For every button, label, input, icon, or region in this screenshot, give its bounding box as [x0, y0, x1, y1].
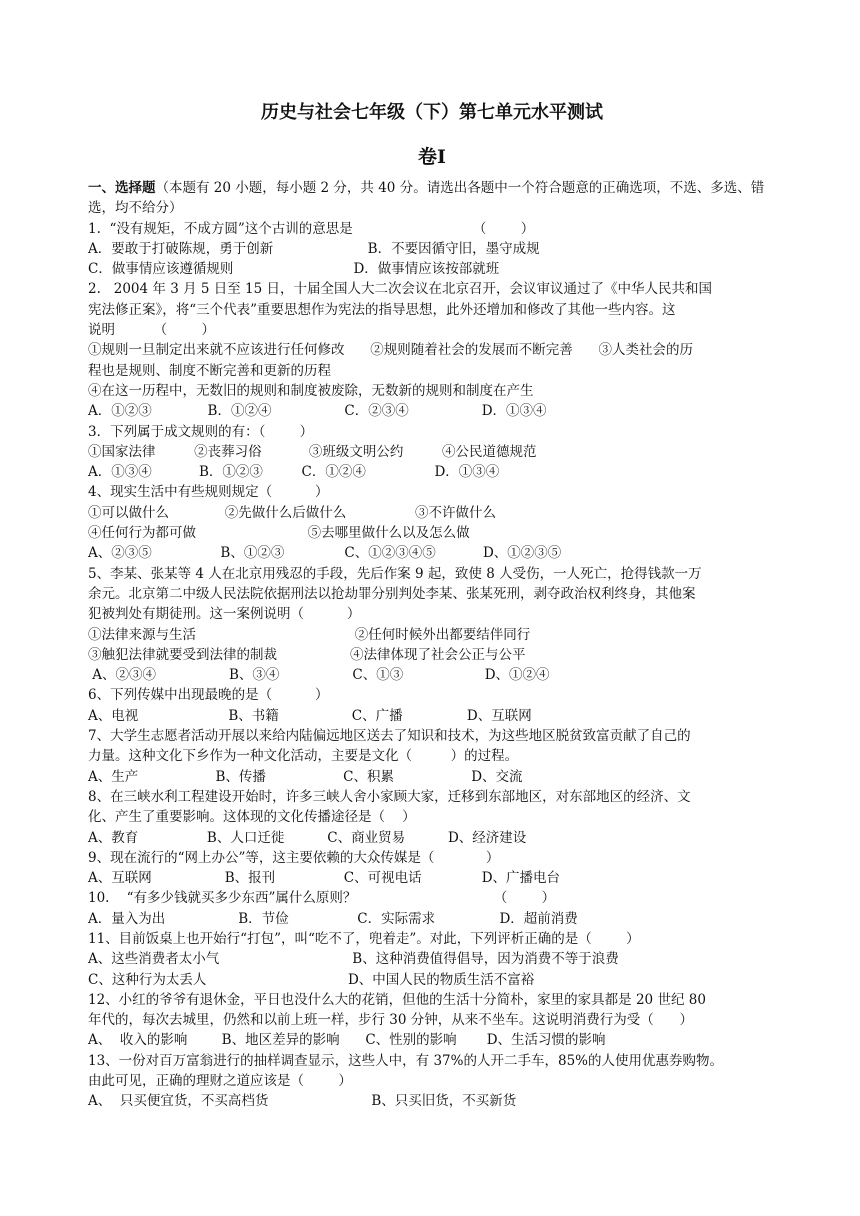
- question-line: 10. “有多少钱就买多少东西”属什么原则？ （ ）: [88, 890, 556, 907]
- question-line: A、这些消费者太小气 B、这种消费值得倡导，因为消费不等于浪费: [88, 951, 619, 968]
- question-line: 余元。北京第二中级人民法院依据刑法以抢劫罪分别判处李某、张某死刑，剥夺政治权利终身，其他案: [88, 585, 696, 602]
- question-line: A．要敢于打破陈规，勇于创新 B．不要因循守旧，墨守成规: [88, 240, 540, 257]
- question-list: [88, 219, 776, 1112]
- question-line: 9、现在流行的“网上办公”等，这主要依赖的大众传媒是（ ）: [88, 849, 500, 866]
- question-line: 6、下列传媒中出现最晚的是（ ）: [88, 687, 329, 704]
- question-line: 犯被判处有期徒刑。这一案例说明（ ）: [88, 606, 361, 623]
- question-line: 4、现实生活中有些规则规定（ ）: [88, 484, 329, 501]
- question-line: A．①③④ B．①②③ C．①②④ D．①③④: [88, 464, 500, 481]
- question-line: A、 只买便宜货，不买高档货 B、只买旧货，不买新货: [88, 1093, 517, 1110]
- question-line: A、互联网 B、报刊 C、可视电话 D、广播电台: [88, 870, 561, 887]
- question-line: 2. 2004 年 3 月 5 日至 15 日，十届全国人大二次会议在北京召开，会议审议通过了《中华人民共和国: [88, 281, 713, 298]
- question-line: ①可以做什么 ②先做什么后做什么 ③不许做什么: [88, 504, 496, 521]
- question-line: ④在这一历程中，无数旧的规则和制度被废除，无数新的规则和制度在产生: [88, 382, 534, 399]
- question-line: 8、在三峡水利工程建设开始时，许多三峡人舍小家顾大家，迁移到东部地区，对东部地区的经济、文: [88, 788, 691, 805]
- question-line: ①法律来源与生活 ②任何时候外出都要结伴同行: [88, 626, 531, 643]
- question-line: A、 收入的影响 B、地区差异的影响 C、性别的影响 D、生活习惯的影响: [88, 1032, 606, 1049]
- question-line: A．①②③ B．①②④ C．②③④ D．①③④: [88, 403, 547, 420]
- question-line: 5、李某、张某等 4 人在北京用残忍的手段，先后作案 9 起，致使 8 人受伤，一人死亡，抢得钱款一万: [88, 565, 702, 582]
- paper-section-label: 卷Ⅰ: [418, 146, 446, 168]
- question-line: 程也是规则、制度不断完善和更新的历程: [88, 362, 331, 379]
- question-line: 13、一份对百万富翁进行的抽样调查显示，这些人中，有 37%的人开二手车，85%的人使用优惠券购物。: [88, 1052, 723, 1069]
- question-line: 宪法修正案》，将“三个代表”重要思想作为宪法的指导思想，此外还增加和修改了其他一些内容。这: [88, 301, 676, 318]
- question-line: C．做事情应该遵循规则 D．做事情应该按部就班: [88, 261, 500, 278]
- question-line: A、生产 B、传播 C、积累 D、交流: [88, 768, 523, 785]
- exam-title: 历史与社会七年级（下）第七单元水平测试: [261, 102, 603, 123]
- question-line: A、②③⑤ B、①②③ C、①②③④⑤ D、①②③⑤: [88, 545, 562, 562]
- question-line: 3．下列属于成文规则的有：（ ）: [88, 423, 314, 440]
- section-intro: [88, 178, 776, 219]
- question-line: A．量入为出 B．节俭 C．实际需求 D．超前消费: [88, 910, 578, 927]
- question-line: ④任何行为都可做 ⑤去哪里做什么以及怎么做: [88, 525, 470, 542]
- question-line: A、教育 B、人口迁徙 C、商业贸易 D、经济建设: [88, 829, 527, 846]
- question-line: A、②③④ B、③④ C、①③ D、①②④: [88, 667, 550, 684]
- question-line: 7、大学生志愿者活动开展以来给内陆偏远地区送去了知识和技术，为这些地区脱贫致富贡献了自己的: [88, 728, 691, 745]
- section-heading: 一、选择题: [88, 180, 156, 196]
- question-line: A、电视 B、书籍 C、广播 D、互联网: [88, 707, 532, 724]
- section-description: （本题有 20 小题，每小题 2 分，共 40 分。请选出各题中一个符合题意的正确选项，不选、多选、错选，均不给分）: [88, 180, 765, 217]
- question-line: ①规则一旦制定出来就不应该进行任何修改 ②规则随着社会的发展而不断完善 ③人类社会的历: [88, 342, 693, 359]
- question-line: 12、小红的爷爷有退休金，平日也没什么大的花销，但他的生活十分简朴，家里的家具都是 20 世纪 80: [88, 991, 706, 1008]
- question-line: 力量。这种文化下乡作为一种文化活动，主要是文化（ ）的过程。: [88, 748, 519, 765]
- question-line: 1. “没有规矩，不成方圆”这个古训的意思是 （ ）: [88, 220, 535, 237]
- question-line: 年代的，每次去城里，仍然和以前上班一样，步行 30 分钟，从来不坐车。这说明消费行为受（ ）: [88, 1012, 694, 1029]
- exam-page: [88, 98, 776, 1112]
- question-line: 由此可见，正确的理财之道应该是（ ）: [88, 1073, 352, 1090]
- question-line: 化、产生了重要影响。这体现的文化传播途径是（ ）: [88, 809, 416, 826]
- question-line: C、这种行为太丢人 D、中国人民的物质生活不富裕: [88, 971, 535, 988]
- question-line: ③触犯法律就要受到法律的制裁 ④法律体现了社会公正与公平: [88, 646, 526, 663]
- question-line: 11、目前饭桌上也开始行“打包”，叫“吃不了，兜着走”。对此，下列评析正确的是（ ）: [88, 930, 640, 947]
- question-line: ①国家法律 ②丧葬习俗 ③班级文明公约 ④公民道德规范: [88, 443, 537, 460]
- question-line: 说明 （ ）: [88, 322, 215, 339]
